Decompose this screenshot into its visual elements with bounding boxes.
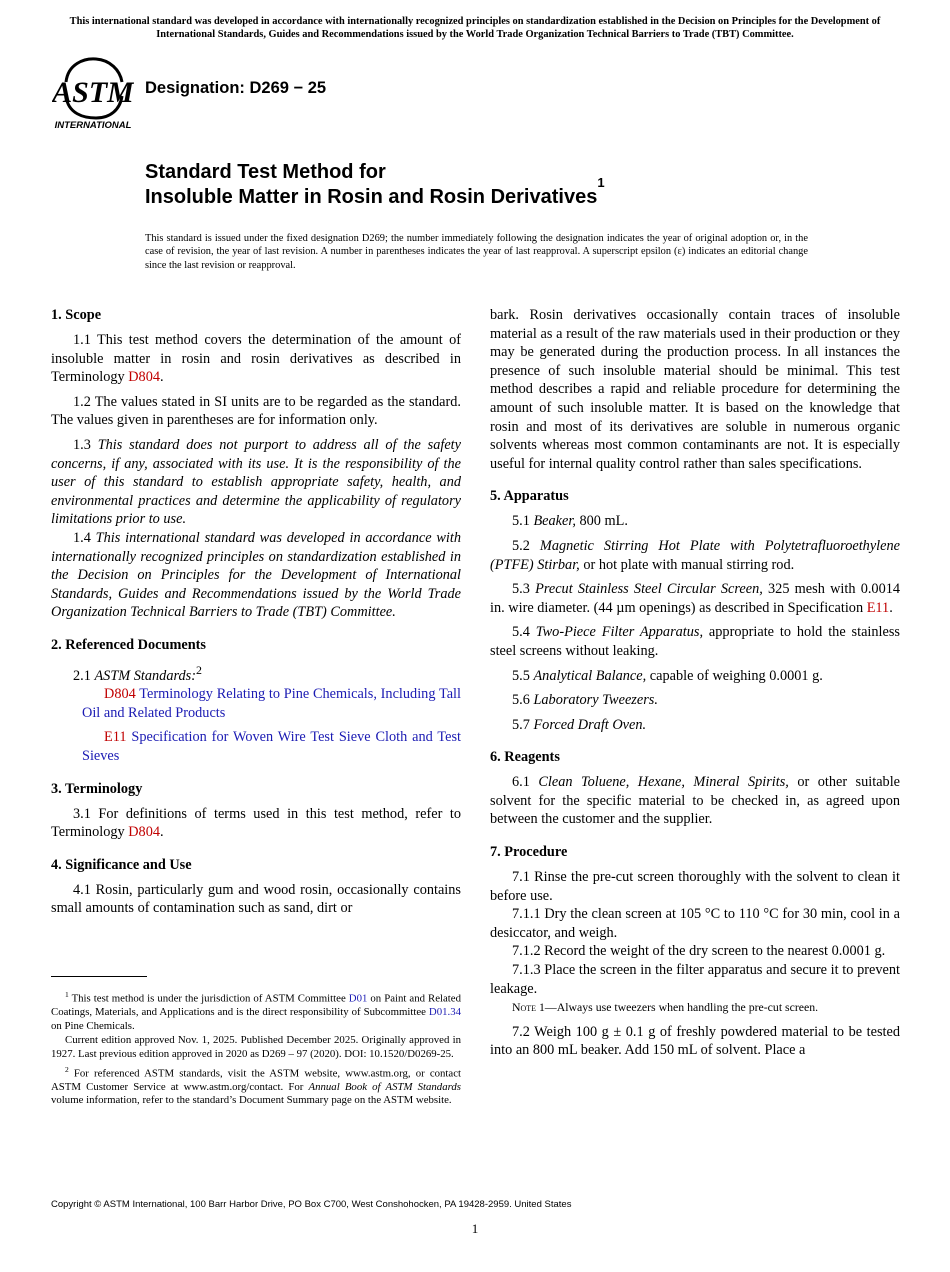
paragraph-1-1: 1.1 This test method covers the determination of the amount of insoluble matter in rosin and rosin derivatives as described in Terminology D804. — [51, 332, 461, 386]
title-line-1: Standard Test Method for — [145, 161, 386, 183]
paragraph-4-1-continued: bark. Rosin derivatives occasionally contain traces of insoluble material as a result of the raw materials used in their production or they may be generated during the production process. In all instances the presence of such insoluble material should be minimal. This test method describes a rapid and reliable procedure for determining the amount of such insoluble matter. It is based on the knowledge that rosin and most of its derivatives are soluble in numerous organic solvents whereas most common contaminants are not. It is especially useful for internal quality control rather than sales specifications. — [490, 307, 900, 472]
link-e11[interactable]: E11 — [866, 599, 890, 616]
section-apparatus — [490, 487, 900, 734]
note-1: Note 1—Always use tweezers when handling the pre-cut screen. — [512, 1000, 819, 1015]
paragraph-1-4: 1.4 This international standard was developed in accordance with internationally recognized principles on standardization established in the Decision on Principles for the Development of International Standards, Guides and Recommendations issued by the World Trade Organization Technical Barriers to Trade (TBT) Committee. — [51, 529, 461, 621]
section-heading: 1. Scope — [51, 307, 102, 323]
footnote-1: $^1$ This test method is under the jurisdiction of ASTM Committee D01 on Paint and Related Coatings, Materials, and Applications and is the direct responsibility of Subcommittee D01.34 on Pine Chemicals. — [51, 990, 461, 1032]
paragraph-5-2: 5.2 Magnetic Stirring Hot Plate with Polytetrafluoroethylene (PTFE) Stirbar, or hot plate with manual stirring rod. — [490, 537, 900, 573]
section-heading: 4. Significance and Use — [51, 856, 192, 873]
svg-text:ASTM: ASTM — [52, 76, 134, 109]
astm-logo — [52, 56, 134, 130]
reference-item[interactable]: D804 Terminology Relating to Pine Chemicals, Including Tall Oil and Related Products — [82, 686, 461, 721]
copyright: Copyright © ASTM International, 100 Barr Harbor Drive, PO Box C700, West Conshohocken, PA 19428-2959. United States — [51, 1199, 572, 1210]
document-title — [145, 160, 605, 210]
paragraph-5-3: 5.3 Precut Stainless Steel Circular Screen, 325 mesh with 0.0014 in. wire diameter. (44 µm openings) as described in Specification E11. — [490, 581, 901, 616]
section-significance — [51, 856, 461, 918]
section-heading: 3. Terminology — [51, 780, 143, 797]
paragraph-2-1: 2.1 ASTM Standards:$^2$ — [73, 662, 202, 684]
section-heading: 5. Apparatus — [490, 488, 569, 505]
paragraph-5-5: 5.5 Analytical Balance, capable of weighing 0.0001 g. — [512, 667, 823, 684]
paragraph-5-1: 5.1 Beaker, 800 mL. — [512, 513, 628, 530]
link-d804[interactable]: D804 — [128, 369, 161, 386]
section-procedure — [490, 843, 900, 1060]
paragraph-3-1: 3.1 For definitions of terms used in this test method, refer to Terminology D804. — [51, 805, 461, 841]
footnote-1-edition: Current edition approved Nov. 1, 2025. Published December 2025. Originally approved in 1927. Last previous edition approved in 2020 as D269 – 97 (2020). DOI: 10.1520/D0269-25. — [51, 1034, 461, 1060]
issuance-note: This standard is issued under the fixed designation D269; the number immediately following the designation indicates the year of original adoption or, in the case of revision, the year of last revision. A number in parentheses indicates the year of last reapproval. A superscript epsilon (ε) indicates an editorial change since the last revision or reapproval. — [145, 233, 808, 271]
paragraph-7-1-1: 7.1.1 Dry the clean screen at 105 °C to 110 °C for 30 min, cool in a desiccator, and weigh. — [490, 906, 900, 941]
footnote-2: $^2$ For referenced ASTM standards, visit the ASTM website, www.astm.org, or contact ASTM Customer Service at www.astm.org/contact. For Annual Book of ASTM Standards volume information, refer to the standard’s Document Summary page on the ASTM website. — [51, 1064, 461, 1107]
paragraph-5-4: 5.4 Two-Piece Filter Apparatus, appropriate to hold the stainless steel screens without leaking. — [490, 624, 900, 659]
section-referenced-documents — [51, 636, 461, 766]
section-heading: 2. Referenced Documents — [51, 636, 206, 653]
section-reagents — [490, 748, 900, 829]
section-scope — [51, 306, 461, 622]
reference-item[interactable]: E11 Specification for Woven Wire Test Sieve Cloth and Test Sieves — [82, 729, 461, 765]
paragraph-7-1: 7.1 Rinse the pre-cut screen thoroughly with the solvent to clean it before use. — [490, 869, 900, 904]
paragraph-7-2: 7.2 Weigh 100 g ± 0.1 g of freshly powdered material to be tested into an 800 mL beaker. Add 150 mL of solvent. Place a — [490, 1023, 900, 1059]
page-number: 1 — [471, 1221, 479, 1236]
link-d01[interactable]: D01 — [348, 992, 368, 1005]
designation: Designation: D269 − 25 — [145, 79, 327, 97]
section-heading: 7. Procedure — [490, 844, 568, 861]
section-terminology — [51, 780, 461, 842]
link-d01-34[interactable]: D01.34 — [428, 1006, 461, 1019]
paragraph-1-2: 1.2 The values stated in SI units are to be regarded as the standard. The values given in parentheses are for information only. — [51, 393, 461, 429]
paragraph-5-6: 5.6 Laboratory Tweezers. — [512, 692, 658, 709]
footnote-ref-2[interactable]: 2 — [196, 662, 202, 677]
footnotes — [51, 988, 461, 1109]
paragraph-1-3: 1.3 This standard does not purport to address all of the safety concerns, if any, associated with its use. It is the responsibility of the user of this standard to establish appropriate safety, health, and environmental practices and determine the applicability of regulatory limitations prior to use. — [51, 436, 461, 528]
paragraph-7-1-3: 7.1.3 Place the screen in the filter apparatus and secure it to prevent leakage. — [490, 962, 900, 997]
top-notice: This international standard was developed in accordance with internationally recognized principles on standardization established in the Decision on Principles for the Development of International Standards, Guides and Recommendations issued by the World Trade Organization Technical Barriers to Trade (TBT) Committee. — [69, 16, 881, 40]
paragraph-7-1-2: 7.1.2 Record the weight of the dry screen to the nearest 0.0001 g. — [512, 943, 886, 960]
left-column — [51, 306, 461, 932]
section-heading: 6. Reagents — [490, 749, 560, 766]
right-column — [490, 306, 900, 1074]
section-significance-continued — [490, 306, 900, 473]
title-footnote-ref[interactable]: 1 — [597, 175, 605, 190]
paragraph-5-7: 5.7 Forced Draft Oven. — [512, 716, 647, 733]
footnote-divider — [51, 976, 147, 977]
title-line-2: Insoluble Matter in Rosin and Rosin Derivatives$^1$ — [145, 175, 605, 208]
link-d804[interactable]: D804 — [128, 824, 161, 841]
paragraph-4-1: 4.1 Rosin, particularly gum and wood rosin, occasionally contains small amounts of contamination such as sand, dirt or — [51, 881, 461, 917]
logo-wordmark: INTERNATIONAL — [54, 120, 132, 130]
paragraph-6-1: 6.1 Clean Toluene, Hexane, Mineral Spirits, or other suitable solvent for the specific material to be checked in, as agreed upon between the customer and the supplier. — [490, 774, 901, 828]
